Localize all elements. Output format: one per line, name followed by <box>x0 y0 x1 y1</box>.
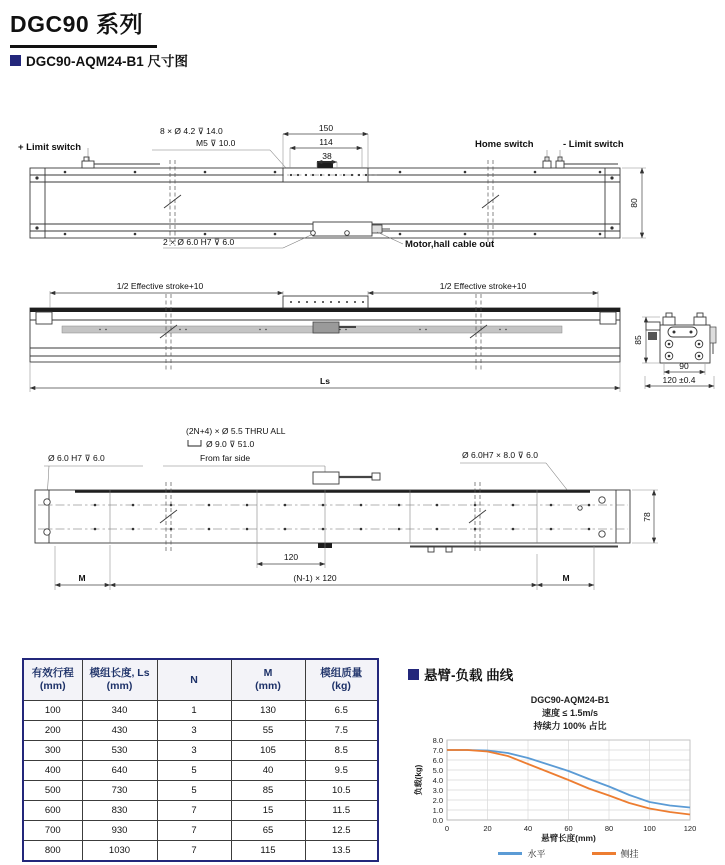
table-cell: 930 <box>82 821 157 841</box>
legend-label-side: 侧挂 <box>620 849 639 859</box>
svg-text:1/2 Effective stroke+10: 1/2 Effective stroke+10 <box>439 281 527 291</box>
svg-text:(2N+4) × Ø 5.5 THRU ALL: (2N+4) × Ø 5.5 THRU ALL <box>186 426 286 436</box>
svg-text:0.0: 0.0 <box>432 815 443 825</box>
dim-row-bottom <box>55 545 594 590</box>
table-cell: 830 <box>82 801 157 821</box>
table-cell: 15 <box>231 801 305 821</box>
dim-120-end <box>645 375 714 389</box>
svg-text:2.0: 2.0 <box>432 795 443 805</box>
table-row <box>23 761 378 781</box>
svg-text:80: 80 <box>604 824 614 833</box>
table-cell: 11.5 <box>305 801 378 821</box>
hole-callout-line2: M5 ⊽ 10.0 <box>196 138 236 148</box>
table-cell: 500 <box>23 781 82 801</box>
svg-text:8.0: 8.0 <box>432 735 443 745</box>
svg-text:80: 80 <box>629 198 639 208</box>
table-cell: 800 <box>23 841 82 862</box>
table-cell: 3 <box>157 741 231 761</box>
svg-text:Ø 9.0 ⊽ 51.0: Ø 9.0 ⊽ 51.0 <box>206 439 255 449</box>
table-cell: 13.5 <box>305 841 378 862</box>
svg-text:0: 0 <box>444 824 450 833</box>
svg-text:Ø 6.0 H7 ⊽ 6.0: Ø 6.0 H7 ⊽ 6.0 <box>48 453 105 463</box>
plus-limit-switch-label: + Limit switch <box>18 142 82 153</box>
svg-text:Ls: Ls <box>320 376 330 386</box>
svg-text:78: 78 <box>642 512 652 522</box>
column-header-mass: 模组质量 (kg) <box>305 659 378 701</box>
dim-stroke-left <box>50 281 283 308</box>
table-row <box>23 781 378 801</box>
table-cell: 40 <box>231 761 305 781</box>
svg-text:120 ±0.4: 120 ±0.4 <box>662 375 696 385</box>
table-cell: 600 <box>23 801 82 821</box>
dim-78 <box>632 490 658 543</box>
table-cell: 700 <box>23 821 82 841</box>
table-cell: 5 <box>157 781 231 801</box>
svg-text:2 × Ø 6.0 H7 ⊽ 6.0: 2 × Ø 6.0 H7 ⊽ 6.0 <box>163 237 235 247</box>
svg-text:150: 150 <box>318 123 334 133</box>
svg-text:From far side: From far side <box>200 453 251 463</box>
svg-text:1/2 Effective stroke+10: 1/2 Effective stroke+10 <box>116 281 204 291</box>
table-cell: 400 <box>23 761 82 781</box>
carriage-bottom <box>313 472 380 484</box>
column-header-length: 模组长度, Ls (mm) <box>82 659 157 701</box>
table-cell: 7.5 <box>305 721 378 741</box>
load-curve-chart <box>412 730 712 838</box>
carriage <box>275 161 378 182</box>
svg-text:85: 85 <box>633 335 643 345</box>
svg-text:M: M <box>562 573 570 583</box>
table-cell: 7 <box>157 821 231 841</box>
svg-text:20: 20 <box>483 824 492 833</box>
hole-callout <box>152 126 286 168</box>
table-cell: 100 <box>23 701 82 721</box>
chart-subtitle-duty: 持续力 100% 占比 <box>533 721 607 731</box>
table-cell: 430 <box>82 721 157 741</box>
svg-text:60: 60 <box>564 824 573 833</box>
svg-text:38: 38 <box>322 151 332 161</box>
section-dimension-drawing-label: DGC90-AQM24-B1 尺寸图 <box>26 54 189 69</box>
legend-item-side <box>592 847 639 860</box>
chart-x-axis-label: 悬臂长度(mm) <box>541 833 596 843</box>
table-cell: 5 <box>157 761 231 781</box>
chart-title: DGC90-AQM24-B1 <box>530 695 610 705</box>
table-row <box>23 801 378 821</box>
table-cell: 9.5 <box>305 761 378 781</box>
table-cell: 1 <box>157 701 231 721</box>
table-cell: 65 <box>231 821 305 841</box>
dim-stroke-right <box>368 281 598 308</box>
dim-Ls <box>30 362 620 392</box>
home-limit-switch-symbols <box>543 150 618 168</box>
bottom-view-drawing <box>0 420 725 635</box>
svg-text:100: 100 <box>643 824 656 833</box>
chart-title-block <box>445 694 695 733</box>
svg-text:6.0: 6.0 <box>432 755 443 765</box>
table-header-row <box>23 659 378 701</box>
chart-y-axis-label: 负载(kg) <box>414 764 423 796</box>
table-cell: 8.5 <box>305 741 378 761</box>
svg-text:3.0: 3.0 <box>432 785 443 795</box>
table-cell: 7 <box>157 801 231 821</box>
legend-item-horizontal <box>498 847 545 860</box>
svg-text:1.0: 1.0 <box>432 805 443 815</box>
section-load-curve <box>408 664 513 684</box>
spec-table <box>22 658 379 862</box>
column-header-n: N <box>157 659 231 701</box>
section-dimension-drawing <box>10 50 188 70</box>
svg-text:5.0: 5.0 <box>432 765 443 775</box>
svg-text:4.0: 4.0 <box>432 775 443 785</box>
table-cell: 130 <box>231 701 305 721</box>
square-bullet-icon <box>408 669 419 680</box>
table-row <box>23 741 378 761</box>
svg-text:114: 114 <box>319 137 333 147</box>
table-cell: 10.5 <box>305 781 378 801</box>
svg-text:120: 120 <box>283 552 299 562</box>
section-load-curve-label: 悬臂-负载 曲线 <box>424 668 514 683</box>
thru-hole-callout <box>163 426 325 476</box>
svg-text:Motor,hall cable out: Motor,hall cable out <box>405 239 495 250</box>
svg-text:90: 90 <box>679 361 689 371</box>
table-cell: 3 <box>157 721 231 741</box>
top-view-drawing <box>0 112 725 264</box>
chart-legend <box>447 847 690 860</box>
minus-limit-switch-label: - Limit switch <box>563 139 624 150</box>
table-cell: 530 <box>82 741 157 761</box>
table-cell: 12.5 <box>305 821 378 841</box>
module-body-side <box>30 308 620 362</box>
svg-text:M: M <box>78 573 86 583</box>
svg-text:120: 120 <box>683 824 697 833</box>
table-cell: 200 <box>23 721 82 741</box>
plus-limit-switch-symbol <box>82 148 160 168</box>
svg-text:(N-1) × 120: (N-1) × 120 <box>293 573 337 583</box>
chart-subtitle-speed: 速度 ≤ 1.5m/s <box>542 708 598 718</box>
hole-callout-line1: 8 × Ø 4.2 ⊽ 14.0 <box>160 126 223 136</box>
page-title: DGC90 系列 <box>10 6 157 48</box>
side-view-drawing <box>0 278 725 402</box>
svg-text:Ø 6.0H7 × 8.0 ⊽ 6.0: Ø 6.0H7 × 8.0 ⊽ 6.0 <box>462 450 538 460</box>
table-cell: 115 <box>231 841 305 862</box>
table-cell: 300 <box>23 741 82 761</box>
legend-label-horizontal: 水平 <box>527 849 546 859</box>
table-cell: 1030 <box>82 841 157 862</box>
table-cell: 6.5 <box>305 701 378 721</box>
table-cell: 640 <box>82 761 157 781</box>
table-cell: 85 <box>231 781 305 801</box>
table-cell: 730 <box>82 781 157 801</box>
table-cell: 55 <box>231 721 305 741</box>
table-row <box>23 821 378 841</box>
home-switch-label: Home switch <box>475 139 534 150</box>
svg-text:40: 40 <box>523 824 533 833</box>
counterbore-icon <box>188 440 201 446</box>
legend-swatch-horizontal <box>498 852 522 855</box>
column-header-m: M (mm) <box>231 659 305 701</box>
table-cell: 7 <box>157 841 231 862</box>
table-row <box>23 721 378 741</box>
table-cell: 105 <box>231 741 305 761</box>
table-row <box>23 841 378 862</box>
module-body-bottom <box>35 490 630 552</box>
dim-80 <box>622 168 646 238</box>
table-cell: 340 <box>82 701 157 721</box>
legend-swatch-side <box>592 852 616 855</box>
end-view <box>646 313 716 363</box>
dim-120-pitch <box>257 543 325 568</box>
svg-text:7.0: 7.0 <box>432 745 443 755</box>
table-row <box>23 701 378 721</box>
square-bullet-icon <box>10 55 21 66</box>
spec-table-body <box>23 701 378 862</box>
column-header-stroke: 有效行程 (mm) <box>23 659 82 701</box>
